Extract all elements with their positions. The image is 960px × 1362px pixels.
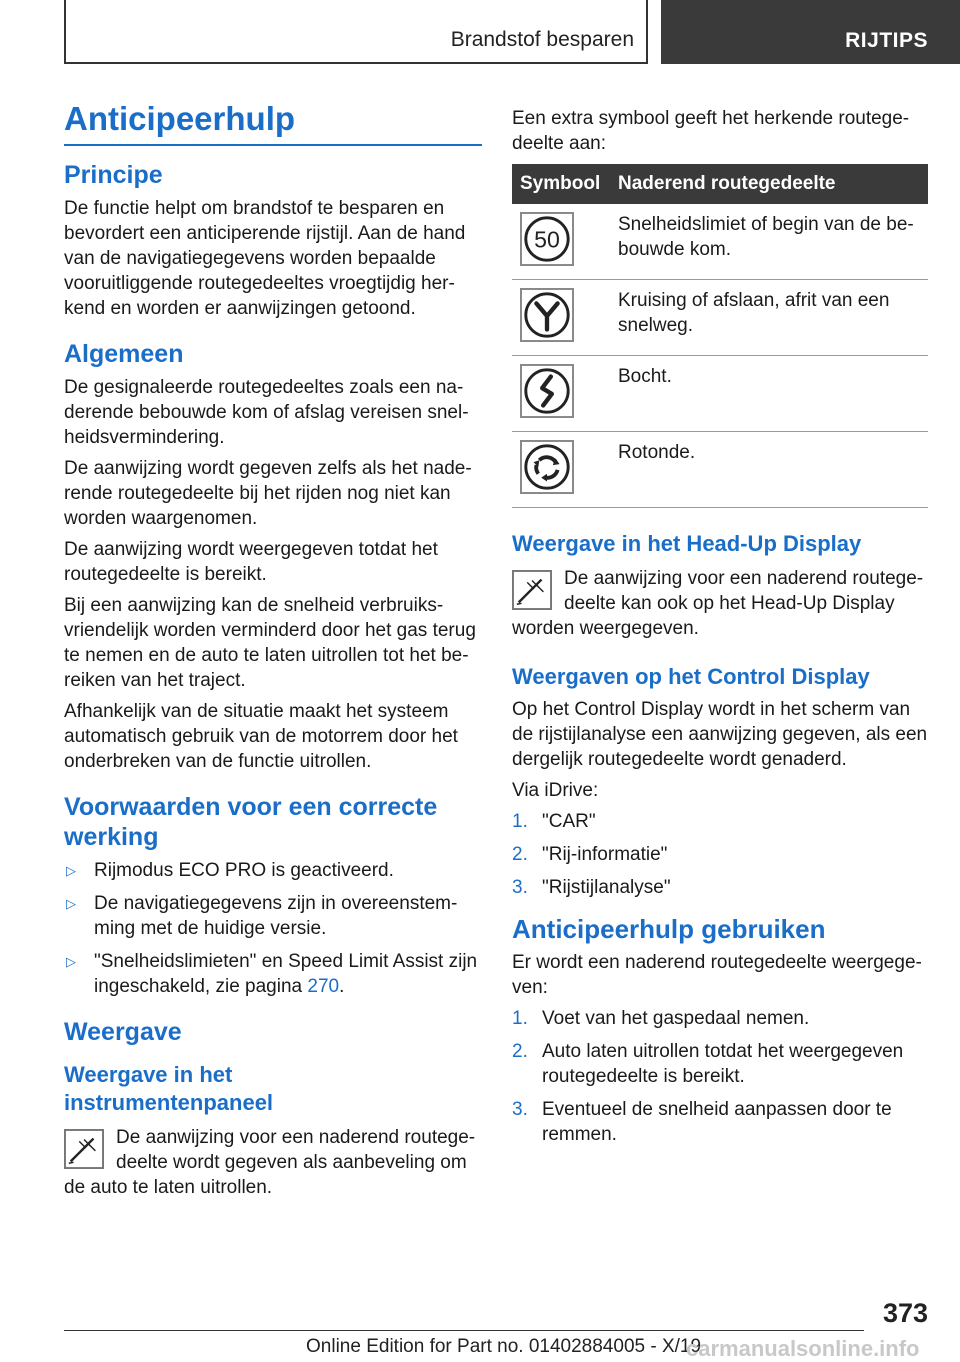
list-item: 1. "CAR" bbox=[512, 811, 596, 832]
header-section-title: Brandstof besparen bbox=[450, 28, 634, 51]
edition-text: Online Edition for Part no. 01402884005 - X/19 bbox=[306, 1336, 702, 1357]
page-number: 373 bbox=[882, 1298, 928, 1328]
idrive-label: Via iDrive: bbox=[512, 780, 599, 801]
instrument-note-text-tail: de auto te laten uitrollen. bbox=[64, 1177, 273, 1198]
svg-text:50: 50 bbox=[534, 226, 560, 253]
hud-heading: Weergave in het Head-Up Display bbox=[512, 531, 862, 556]
list-item: ▷ De navigatiegegevens zijn in overeenstem-ming met de huidige versie. bbox=[66, 893, 458, 939]
table-row bbox=[512, 432, 928, 508]
voorwaarden-list bbox=[64, 858, 482, 999]
symbol-intro: Een extra symbool geeft het herkende routege-deelte aan: bbox=[512, 108, 910, 154]
instrument-note-text: De aanwijzing voor een naderend routege-deelte wordt gegeven als aanbeveling om bbox=[116, 1127, 476, 1173]
symbol-description: Rotonde. bbox=[610, 432, 928, 508]
page-title: Anticipeerhulp bbox=[64, 100, 482, 146]
algemeen-p2: De aanwijzing wordt gegeven zelfs als het nade-rende routegedeelte bij het rijden nog niet kan worden waargenomen. bbox=[64, 458, 472, 529]
list-item: 1. Voet van het gaspedaal nemen. bbox=[512, 1008, 810, 1029]
right-column bbox=[512, 100, 928, 1155]
symbol-col-header: Symbool bbox=[512, 164, 610, 204]
algemeen-p5: Afhankelijk van de situatie maakt het systeem automatisch gebruik van de motorrem door het onderbreken van de functie uitrollen. bbox=[64, 701, 458, 772]
header-chapter-tab bbox=[661, 0, 960, 64]
left-column bbox=[64, 100, 482, 1200]
principe-heading: Principe bbox=[64, 161, 163, 189]
control-display-text: Op het Control Display wordt in het scherm van de rijstijlanalyse een aanwijzing gegeven, als een dergelijk routegedeelte wordt genaderd. bbox=[512, 699, 928, 770]
curve-icon bbox=[520, 364, 574, 418]
watermark: carmanualsonline.info bbox=[686, 1336, 920, 1361]
speed-limit-50-icon bbox=[520, 212, 574, 266]
hud-note-text: De aanwijzing voor een naderend routege-deelte kan ook op het Head-Up Display bbox=[564, 568, 924, 614]
voorwaarden-heading: Voorwaarden voor een correcte werking bbox=[64, 793, 438, 851]
footer-divider bbox=[64, 1330, 864, 1331]
header-chapter-title: RIJTIPS bbox=[845, 29, 928, 52]
symbol-table bbox=[512, 164, 928, 508]
symbol-description: Snelheidslimiet of begin van de be-bouwde kom. bbox=[610, 204, 928, 280]
gebruiken-steps bbox=[512, 1006, 928, 1147]
roundabout-icon bbox=[520, 440, 574, 494]
hud-note bbox=[512, 566, 928, 641]
idrive-steps bbox=[512, 809, 928, 900]
algemeen-p3: De aanwijzing wordt weergegeven totdat het routegedeelte is bereikt. bbox=[64, 539, 438, 585]
triangle-bullet-icon: ▷ bbox=[66, 954, 76, 969]
triangle-bullet-icon: ▷ bbox=[66, 863, 76, 878]
note-pencil-icon bbox=[64, 1129, 104, 1169]
algemeen-heading: Algemeen bbox=[64, 340, 184, 368]
list-item: ▷ "Snelheidslimieten" en Speed Limit Assist zijn ingeschakeld, zie pagina 270. bbox=[66, 951, 478, 997]
hud-note-text-tail: worden weergegeven. bbox=[512, 618, 699, 639]
symbol-description: Bocht. bbox=[610, 356, 928, 432]
junction-exit-icon bbox=[520, 288, 574, 342]
list-item: ▷ Rijmodus ECO PRO is geactiveerd. bbox=[66, 860, 394, 881]
table-row bbox=[512, 356, 928, 432]
list-item: 2. Auto laten uitrollen totdat het weergegeven routegedeelte is bereikt. bbox=[512, 1041, 904, 1087]
note-pencil-icon bbox=[512, 570, 552, 610]
list-item: 3. Eventueel de snelheid aanpassen door te remmen. bbox=[512, 1099, 892, 1145]
table-row bbox=[512, 204, 928, 280]
page-link-270[interactable]: 270 bbox=[307, 976, 340, 997]
algemeen-p1: De gesignaleerde routegedeeltes zoals een na-derende bebouwde kom of afslag vereisen snel-heidsvermindering. bbox=[64, 377, 469, 448]
weergave-instrument-heading: Weergave in het instrumentenpaneel bbox=[64, 1062, 274, 1115]
list-item: 3. "Rijstijlanalyse" bbox=[512, 877, 671, 898]
list-item: 2. "Rij-informatie" bbox=[512, 844, 668, 865]
triangle-bullet-icon: ▷ bbox=[66, 896, 76, 911]
symbol-description: Kruising of afslaan, afrit van een snelweg. bbox=[610, 280, 928, 356]
table-header-row bbox=[512, 164, 928, 204]
instrument-note bbox=[64, 1125, 482, 1200]
table-row bbox=[512, 280, 928, 356]
gebruiken-text: Er wordt een naderend routegedeelte weergege-ven: bbox=[512, 952, 922, 998]
algemeen-p4: Bij een aanwijzing kan de snelheid verbruiks-vriendelijk worden verminderd door het gas terug te nemen en de auto te laten uitrollen tot het be-reiken van het traject. bbox=[64, 595, 476, 691]
weergave-heading: Weergave bbox=[64, 1018, 182, 1046]
control-display-heading: Weergaven op het Control Display bbox=[512, 664, 870, 689]
principe-text: De functie helpt om brandstof te besparen en bevordert een anticiperende rijstijl. Aan de hand van de navigatiegegevens worden bepaalde vooruitliggende routegedeeltes vroegtijdig her-kend en worden er aanwijzingen getoond. bbox=[64, 198, 466, 319]
header-section-tab bbox=[64, 0, 648, 64]
description-col-header: Naderend routegedeelte bbox=[610, 164, 928, 204]
gebruiken-heading: Anticipeerhulp gebruiken bbox=[512, 914, 826, 944]
